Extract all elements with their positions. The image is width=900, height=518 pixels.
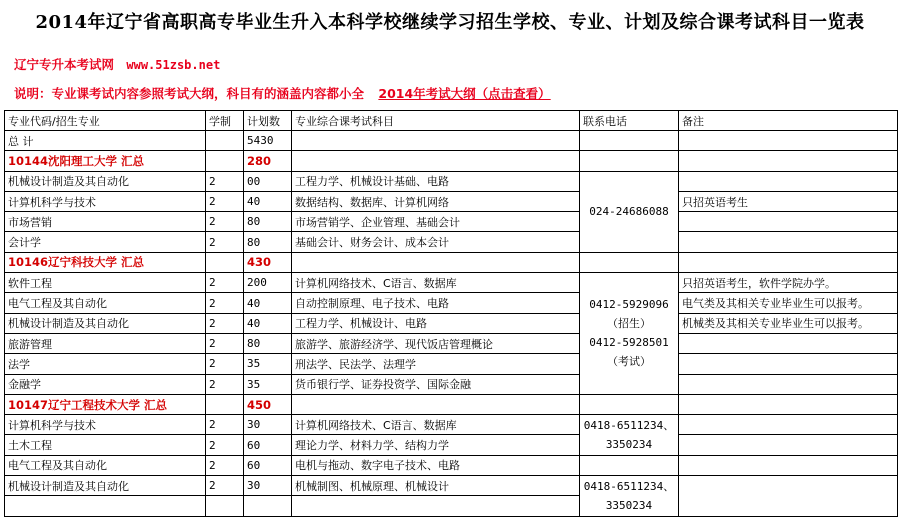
university-summary-row — [5, 394, 898, 414]
exam-subjects: 工程力学、机械设计基础、电路 — [292, 171, 580, 191]
total-row — [5, 131, 898, 151]
university-plan: 280 — [244, 151, 292, 171]
syllabus-link[interactable]: 2014年考试大纲（点击查看） — [378, 86, 551, 101]
phone-line: 024-24686088 — [589, 205, 669, 219]
remark: 只招英语考生 — [679, 191, 898, 211]
phone-line: （招生） — [607, 317, 651, 331]
exam-subjects: 旅游学、旅游经济学、现代饭店管理概论 — [292, 333, 580, 353]
plan-count: 80 — [244, 333, 292, 353]
major-name: 电气工程及其自动化 — [5, 455, 206, 475]
exam-subjects: 工程力学、机械设计、电路 — [292, 313, 580, 333]
note-text: 说明：专业课考试内容参照考试大纲，科目有的涵盖内容都小全 — [14, 86, 365, 101]
university-subjects — [292, 394, 580, 414]
major-name: 软件工程 — [5, 273, 206, 293]
plan-count: 40 — [244, 293, 292, 313]
table-row — [5, 415, 898, 435]
major-name: 土木工程 — [5, 435, 206, 455]
university-name: 10147辽宁工程技术大学 汇总 — [5, 394, 206, 414]
table-row — [5, 191, 898, 211]
exam-subjects: 计算机网络技术、C语言、数据库 — [292, 415, 580, 435]
table-row — [5, 171, 898, 191]
remark — [679, 455, 898, 475]
total-label: 总 计 — [5, 131, 206, 151]
phone-line: （考试） — [607, 355, 651, 369]
instruction-note — [14, 84, 551, 102]
remark — [679, 374, 898, 394]
university-remark — [679, 252, 898, 272]
remark — [679, 415, 898, 435]
table-row — [5, 313, 898, 333]
plan-count: 00 — [244, 171, 292, 191]
study-years: 2 — [206, 273, 244, 293]
table-row — [5, 273, 898, 293]
university-years — [206, 394, 244, 414]
phone-line: 0418-6511234、 — [583, 479, 675, 493]
table-row — [5, 354, 898, 374]
study-years: 2 — [206, 171, 244, 191]
university-summary-row — [5, 252, 898, 272]
remark: 机械类及其相关专业毕业生可以报考。 — [679, 313, 898, 333]
exam-subjects: 机械制图、机械原理、机械设计 — [292, 476, 580, 496]
phone-line: 0412-5929096 — [589, 298, 669, 312]
study-years: 2 — [206, 476, 244, 496]
remark — [679, 435, 898, 455]
header-subjects: 专业综合课考试科目 — [292, 111, 580, 131]
study-years: 2 — [206, 354, 244, 374]
tail-years — [206, 496, 244, 516]
remark: 只招英语考生，软件学院办学。 — [679, 273, 898, 293]
plan-count: 40 — [244, 313, 292, 333]
exam-subjects: 自动控制原理、电子技术、电路 — [292, 293, 580, 313]
study-years: 2 — [206, 232, 244, 252]
major-name: 机械设计制造及其自动化 — [5, 313, 206, 333]
header-plan: 计划数 — [244, 111, 292, 131]
university-plan: 450 — [244, 394, 292, 414]
exam-subjects: 货币银行学、证券投资学、国际金融 — [292, 374, 580, 394]
exam-subjects: 理论力学、材料力学、结构力学 — [292, 435, 580, 455]
university-name: 10146辽宁科技大学 汇总 — [5, 252, 206, 272]
university-phone — [580, 252, 679, 272]
exam-subjects: 计算机网络技术、C语言、数据库 — [292, 273, 580, 293]
tail-subjects — [292, 496, 580, 516]
site-url-link[interactable]: www.51zsb.net — [126, 58, 221, 72]
university-phone — [580, 394, 679, 414]
university-years — [206, 252, 244, 272]
remark — [679, 212, 898, 232]
university-remark — [679, 151, 898, 171]
university-summary-row — [5, 151, 898, 171]
study-years: 2 — [206, 212, 244, 232]
university-subjects — [292, 151, 580, 171]
exam-subjects: 电机与拖动、数字电子技术、电路 — [292, 455, 580, 475]
contact-phone — [580, 476, 679, 517]
contact-phone — [580, 273, 679, 395]
plan-count: 35 — [244, 374, 292, 394]
plan-count: 30 — [244, 415, 292, 435]
table-row — [5, 476, 898, 496]
contact-phone — [580, 171, 679, 252]
remark — [679, 333, 898, 353]
study-years: 2 — [206, 415, 244, 435]
exam-subjects: 刑法学、民法学、法理学 — [292, 354, 580, 374]
total-remark — [679, 131, 898, 151]
university-years — [206, 151, 244, 171]
remark — [679, 354, 898, 374]
study-years: 2 — [206, 191, 244, 211]
remark — [679, 171, 898, 191]
plan-count: 60 — [244, 455, 292, 475]
header-major: 专业代码/招生专业 — [5, 111, 206, 131]
phone-line: 3350234 — [605, 498, 653, 512]
site-name[interactable]: 辽宁专升本考试网 — [14, 57, 115, 72]
study-years: 2 — [206, 333, 244, 353]
page-title: 2014年辽宁省高职高专毕业生升入本科学校继续学习招生学校、专业、计划及综合课考试科目一览表 — [35, 12, 865, 33]
phone-line: 3350234 — [605, 437, 653, 451]
exam-subjects: 数据结构、数据库、计算机网络 — [292, 191, 580, 211]
major-name: 电气工程及其自动化 — [5, 293, 206, 313]
major-name: 机械设计制造及其自动化 — [5, 171, 206, 191]
remark: 电气类及其相关专业毕业生可以报考。 — [679, 293, 898, 313]
table-row — [5, 212, 898, 232]
exam-subjects: 基础会计、财务会计、成本会计 — [292, 232, 580, 252]
table-header-row — [5, 111, 898, 131]
major-name: 计算机科学与技术 — [5, 191, 206, 211]
total-plan: 5430 — [244, 131, 292, 151]
university-subjects — [292, 252, 580, 272]
total-years — [206, 131, 244, 151]
plan-count: 60 — [244, 435, 292, 455]
site-banner — [14, 55, 220, 73]
header-remark: 备注 — [679, 111, 898, 131]
tail-major — [5, 496, 206, 516]
remark — [679, 476, 898, 517]
major-name: 会计学 — [5, 232, 206, 252]
major-name: 计算机科学与技术 — [5, 415, 206, 435]
remark — [679, 232, 898, 252]
table-row — [5, 374, 898, 394]
study-years: 2 — [206, 313, 244, 333]
study-years: 2 — [206, 455, 244, 475]
contact-phone-empty — [580, 455, 679, 475]
major-name: 旅游管理 — [5, 333, 206, 353]
plan-count: 80 — [244, 232, 292, 252]
phone-line: 0412-5928501 — [589, 336, 669, 350]
major-name: 金融学 — [5, 374, 206, 394]
university-name: 10144沈阳理工大学 汇总 — [5, 151, 206, 171]
plan-count: 35 — [244, 354, 292, 374]
tail-plan — [244, 496, 292, 516]
contact-phone — [580, 415, 679, 456]
plan-count: 30 — [244, 476, 292, 496]
phone-line: 0418-6511234、 — [583, 418, 675, 432]
header-phone: 联系电话 — [580, 111, 679, 131]
table-row — [5, 293, 898, 313]
study-years: 2 — [206, 435, 244, 455]
total-subjects — [292, 131, 580, 151]
university-remark — [679, 394, 898, 414]
major-name: 法学 — [5, 354, 206, 374]
exam-subjects: 市场营销学、企业管理、基础会计 — [292, 212, 580, 232]
study-years: 2 — [206, 374, 244, 394]
major-name: 机械设计制造及其自动化 — [5, 476, 206, 496]
table-row — [5, 435, 898, 455]
table-row — [5, 232, 898, 252]
table-row — [5, 333, 898, 353]
university-plan: 430 — [244, 252, 292, 272]
enrollment-table — [4, 110, 898, 517]
plan-count: 80 — [244, 212, 292, 232]
plan-count: 200 — [244, 273, 292, 293]
table-row — [5, 455, 898, 475]
plan-count: 40 — [244, 191, 292, 211]
header-years: 学制 — [206, 111, 244, 131]
university-phone — [580, 151, 679, 171]
major-name: 市场营销 — [5, 212, 206, 232]
total-phone — [580, 131, 679, 151]
study-years: 2 — [206, 293, 244, 313]
